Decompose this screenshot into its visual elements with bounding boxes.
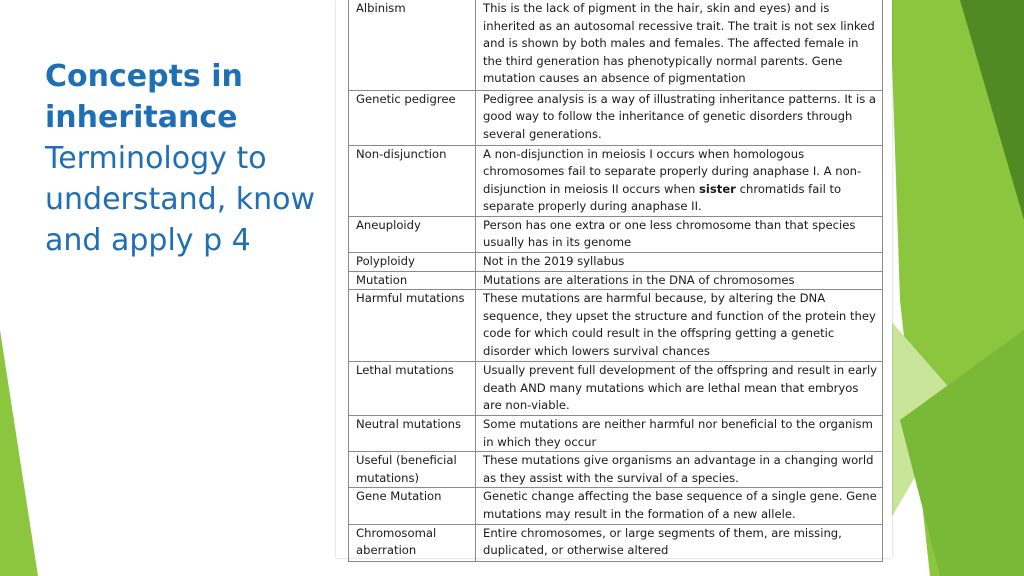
table-row	[349, 362, 883, 416]
term-cell: Non-disjunction	[349, 145, 476, 216]
term-cell: Chromosomal aberration	[349, 524, 476, 561]
slide-title-bold: Concepts in inheritance	[45, 59, 243, 135]
definition-cell: Mutations are alterations in the DNA of chromosomes	[476, 271, 883, 290]
term-cell: Albinism	[349, 0, 476, 90]
slide-title-subtitle: Terminology to understand, know and apply p 4	[45, 141, 316, 258]
table-row	[349, 271, 883, 290]
term-cell: Useful (beneficial mutations)	[349, 452, 476, 488]
definition-cell: Usually prevent full development of the offspring and result in early death AND many mutations which are lethal mean that embryos are non-viable.	[476, 362, 883, 416]
definition-cell	[476, 145, 883, 216]
definition-cell: Some mutations are neither harmful nor beneficial to the organism in which they occur	[476, 416, 883, 452]
definition-cell: Not in the 2019 syllabus	[476, 253, 883, 272]
definition-cell: These mutations give organisms an advantage in a changing world as they assist with the survival of a species.	[476, 452, 883, 488]
definition-cell: Entire chromosomes, or large segments of them, are missing, duplicated, or otherwise altered	[476, 524, 883, 561]
term-cell: Polyploidy	[349, 253, 476, 272]
table-row	[349, 253, 883, 272]
table-row	[349, 452, 883, 488]
table-row	[349, 90, 883, 145]
table-row	[349, 145, 883, 216]
term-cell: Genetic pedigree	[349, 90, 476, 145]
definition-cell: Pedigree analysis is a way of illustrating inheritance patterns. It is a good way to follow the inheritance of genetic disorders through several generations.	[476, 90, 883, 145]
terminology-document	[336, 0, 892, 558]
table-row	[349, 216, 883, 252]
table-row	[349, 290, 883, 362]
table-row	[349, 524, 883, 561]
definition-cell: This is the lack of pigment in the hair, skin and eyes) and is inherited as an autosomal recessive trait. The trait is not sex linked and is shown by both males and females. The affected female in the third generation has phenotypically normal parents. Gene mutation causes an absence of pigmentation	[476, 0, 883, 90]
term-cell: Lethal mutations	[349, 362, 476, 416]
table-row	[349, 488, 883, 524]
slide-title	[45, 56, 325, 261]
left-green-stripe	[0, 330, 38, 576]
term-cell: Neutral mutations	[349, 416, 476, 452]
term-cell: Mutation	[349, 271, 476, 290]
term-cell: Aneuploidy	[349, 216, 476, 252]
definition-text: chromatids fail to separate properly during anaphase II.	[483, 181, 842, 214]
term-cell: Harmful mutations	[349, 290, 476, 362]
terminology-table	[348, 0, 883, 562]
term-cell: Gene Mutation	[349, 488, 476, 524]
definition-bold-word: sister	[699, 181, 736, 196]
table-row	[349, 0, 883, 90]
definition-text: A non-disjunction in meiosis I occurs when homologous chromosomes fail to separate properly during anaphase I. A non-disjunction in meiosis II occurs when	[483, 146, 862, 196]
definition-cell: Genetic change affecting the base sequence of a single gene. Gene mutations may result in the formation of a new allele.	[476, 488, 883, 524]
definition-cell: These mutations are harmful because, by altering the DNA sequence, they upset the structure and function of the protein they code for which could result in the offspring getting a genetic disorder which lowers survival chances	[476, 290, 883, 362]
table-row	[349, 416, 883, 452]
definition-cell: Person has one extra or one less chromosome than that species usually has in its genome	[476, 216, 883, 252]
